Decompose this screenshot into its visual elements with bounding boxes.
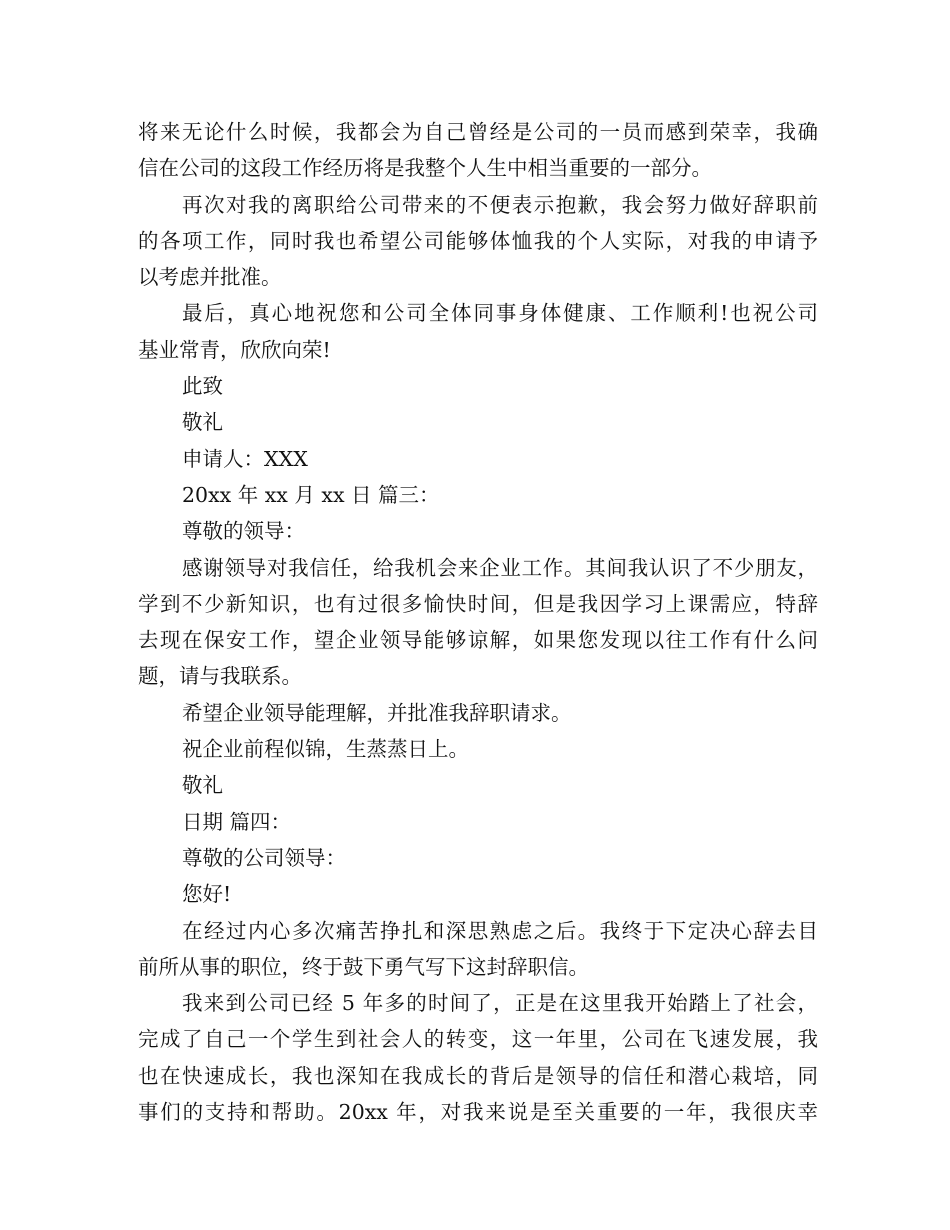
text-line: 我来到公司已经 5 年多的时间了，正是在这里我开始踏上了社会，: [182, 991, 818, 1016]
text-line: 20xx 年 xx 月 xx 日 篇三：: [182, 482, 440, 507]
text-line: 敬礼: [182, 410, 223, 435]
text-line: 尊敬的公司领导：: [182, 845, 346, 870]
text-line: 也在快速成长，我也深知在我成长的背后是领导的信任和潜心栽培，同: [138, 1063, 818, 1088]
text-line: 日期 篇四：: [182, 809, 292, 834]
text-line: 完成了自己一个学生到社会人的转变，这一年里，公司在飞速发展，我: [138, 1027, 818, 1052]
text-line: 尊敬的领导：: [182, 519, 305, 544]
text-line: 的各项工作，同时我也希望公司能够体恤我的个人实际，对我的申请予: [138, 228, 818, 253]
text-line: 敬礼: [182, 773, 223, 798]
text-line: 最后，真心地祝您和公司全体同事身体健康、工作顺利!也祝公司: [182, 301, 818, 326]
text-line: 祝企业前程似锦，生蒸蒸日上。: [182, 737, 469, 762]
text-line: 再次对我的离职给公司带来的不便表示抱歉，我会努力做好辞职前: [182, 192, 818, 217]
text-line: 您好!: [182, 882, 232, 907]
text-line: 信在公司的这段工作经历将是我整个人生中相当重要的一部分。: [138, 156, 712, 181]
text-line: 基业常青，欣欣向荣!: [138, 337, 331, 362]
text-line: 题，请与我联系。: [138, 664, 302, 689]
text-line: 此致: [182, 374, 223, 399]
text-line: 申请人：XXX: [182, 446, 308, 471]
text-line: 前所从事的职位，终于鼓下勇气写下这封辞职信。: [138, 954, 589, 979]
text-line: 以考虑并批准。: [138, 265, 282, 290]
text-line: 感谢领导对我信任，给我机会来企业工作。其间我认识了不少朋友，: [182, 555, 818, 580]
text-line: 将来无论什么时候，我都会为自己曾经是公司的一员而感到荣幸，我确: [138, 120, 818, 144]
text-line: 希望企业领导能理解，并批准我辞职请求。: [182, 700, 572, 725]
text-line: 在经过内心多次痛苦挣扎和深思熟虑之后。我终于下定决心辞去目: [182, 918, 818, 943]
text-line: 事们的支持和帮助。20xx 年，对我来说是至关重要的一年，我很庆幸: [138, 1100, 818, 1125]
text-line: 学到不少新知识，也有过很多愉快时间，但是我因学习上课需应，特辞: [138, 591, 818, 616]
document-body: [138, 114, 818, 1130]
text-line: 去现在保安工作，望企业领导能够谅解，如果您发现以往工作有什么问: [138, 628, 818, 653]
